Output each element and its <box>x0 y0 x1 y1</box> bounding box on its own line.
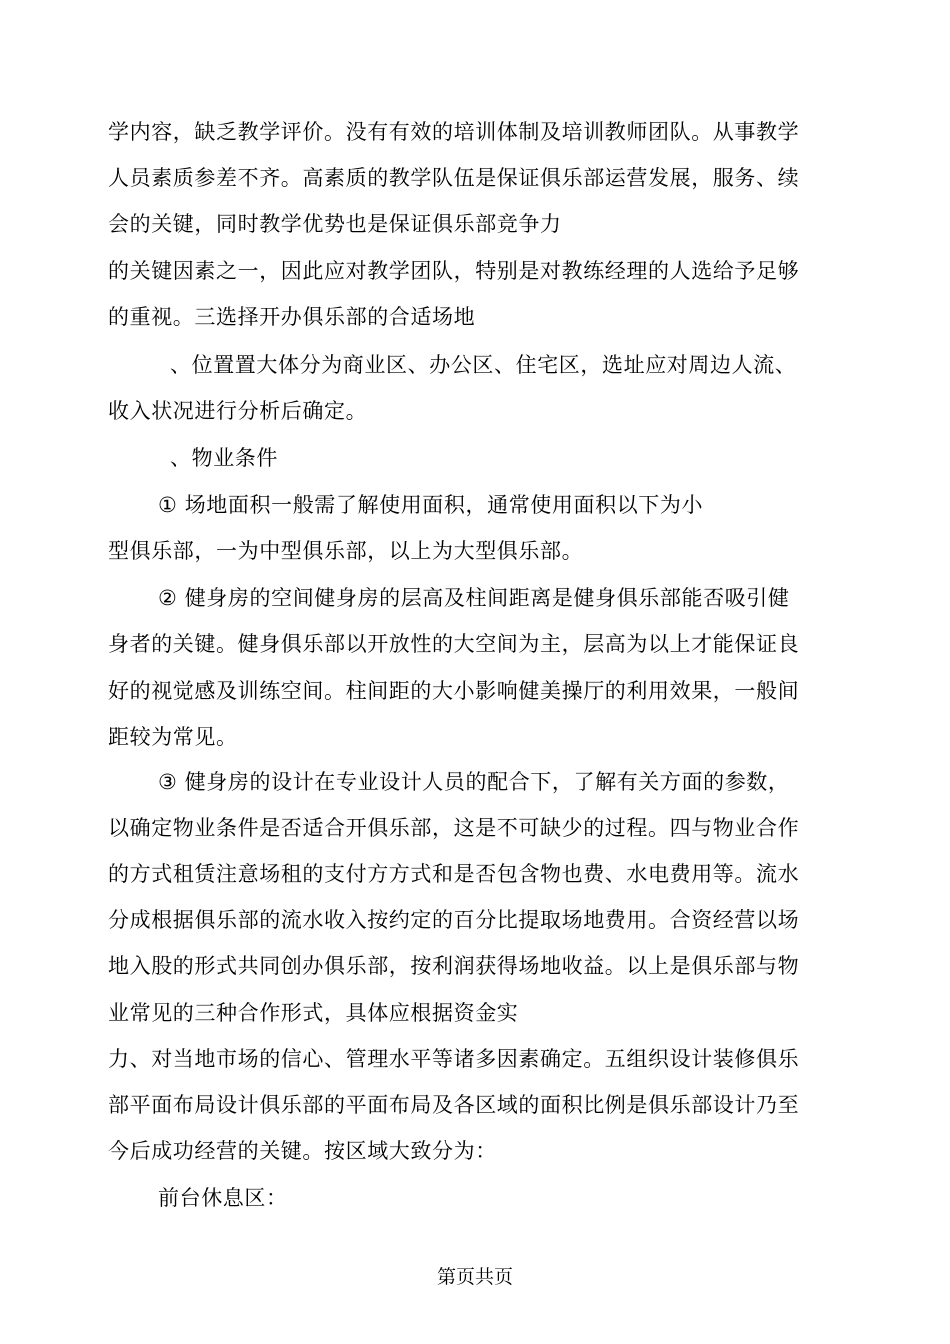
text-line: 、物业条件 <box>170 446 278 470</box>
text-line: 部平面布局设计俱乐部的平面布局及各区域的面积比例是俱乐部设计乃至 <box>108 1093 800 1117</box>
text-line: 业常见的三种合作形式，具体应根据资金实 <box>108 1001 519 1025</box>
text-line: 今后成功经营的关键。按区域大致分为： <box>108 1139 497 1163</box>
text-line: 好的视觉感及训练空间。柱间距的大小影响健美操厅的利用效果，一般间 <box>108 679 800 703</box>
text-line: 会的关键，同时教学优势也是保证俱乐部竞争力 <box>108 212 562 236</box>
text-line: 型俱乐部，一为中型俱乐部，以上为大型俱乐部。 <box>108 539 584 563</box>
text-line: ② 健身房的空间健身房的层高及柱间距离是健身俱乐部能否吸引健 <box>158 586 790 610</box>
text-line: 的方式租赁注意场租的支付方方式和是否包含物也费、水电费用等。流水 <box>108 862 800 886</box>
text-line: 地入股的形式共同创办俱乐部，按利润获得场地收益。以上是俱乐部与物 <box>108 954 800 978</box>
text-line: 力、对当地市场的信心、管理水平等诸多因素确定。五组织设计装修俱乐 <box>108 1047 800 1071</box>
text-line: 的重视。三选择开办俱乐部的合适场地 <box>108 305 476 329</box>
text-line: 以确定物业条件是否适合开俱乐部，这是不可缺少的过程。四与物业合作 <box>108 816 800 840</box>
text-line: ③ 健身房的设计在专业设计人员的配合下，了解有关方面的参数， <box>158 770 790 794</box>
text-line: 学内容，缺乏教学评价。没有有效的培训体制及培训教师团队。从事教学 <box>108 120 800 144</box>
text-line: 身者的关键。健身俱乐部以开放性的大空间为主，层高为以上才能保证良 <box>108 632 800 656</box>
text-line: 距较为常见。 <box>108 725 238 749</box>
text-line: ① 场地面积一般需了解使用面积，通常使用面积以下为小 <box>158 493 704 517</box>
text-line: 收入状况进行分析后确定。 <box>108 399 368 423</box>
page-number-footer: 第页共页 <box>436 1266 513 1288</box>
text-line: 的关键因素之一，因此应对教学团队，特别是对教练经理的人选给予足够 <box>108 259 800 283</box>
text-line: 分成根据俱乐部的流水收入按约定的百分比提取场地费用。合资经营以场 <box>108 908 800 932</box>
text-line: 前台休息区： <box>158 1186 288 1210</box>
text-line: 、位置置大体分为商业区、办公区、住宅区，选址应对周边人流、 <box>170 353 797 377</box>
text-line: 人员素质参差不齐。高素质的教学队伍是保证俱乐部运营发展，服务、续 <box>108 166 800 190</box>
